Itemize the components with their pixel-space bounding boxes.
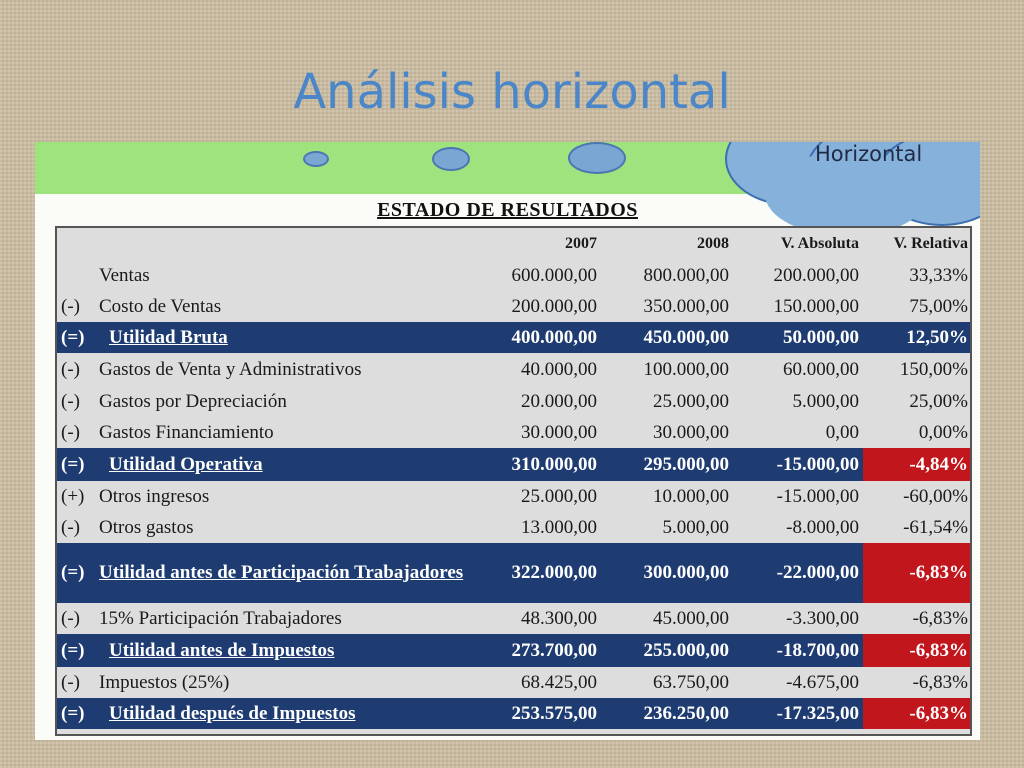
- value-2008: 300.000,00: [643, 562, 729, 583]
- value-absolute: 5.000,00: [792, 390, 859, 412]
- table-row: [57, 698, 970, 729]
- row-label: Otros gastos: [99, 516, 194, 538]
- row-symbol: (=): [61, 562, 85, 583]
- table-title: ESTADO DE RESULTADOS: [377, 199, 638, 221]
- value-2008: 45.000,00: [653, 607, 729, 629]
- table-row: [57, 260, 970, 291]
- row-label: Gastos Financiamiento: [99, 421, 274, 443]
- value-2008: 100.000,00: [643, 358, 729, 380]
- row-label: Utilidad antes de Impuestos: [109, 639, 335, 661]
- results-table: [55, 226, 972, 736]
- value-relative: 150,00%: [899, 358, 968, 380]
- value-relative: -6,83%: [863, 698, 970, 729]
- value-2007: 253.575,00: [511, 702, 597, 724]
- row-symbol: (=): [61, 702, 85, 724]
- value-relative: 33,33%: [909, 264, 968, 286]
- value-relative: -61,54%: [903, 516, 968, 538]
- value-2007: 13.000,00: [521, 516, 597, 538]
- row-symbol: (+): [61, 485, 85, 507]
- value-2007: 48.300,00: [521, 607, 597, 629]
- table-row: [57, 543, 970, 603]
- table-row: [57, 512, 970, 543]
- row-symbol: (=): [61, 453, 85, 475]
- row-label: Costo de Ventas: [99, 295, 222, 317]
- value-relative: -6,83%: [912, 671, 968, 693]
- value-absolute: -15.000,00: [776, 453, 859, 475]
- row-symbol: (=): [61, 639, 85, 661]
- value-relative: -60,00%: [903, 485, 968, 507]
- col-header-relative: V. Relativa: [893, 235, 968, 252]
- value-2008: 10.000,00: [653, 485, 729, 507]
- value-absolute: -8.000,00: [786, 516, 859, 538]
- value-relative: 25,00%: [909, 390, 968, 412]
- row-symbol: (-): [61, 295, 80, 317]
- value-relative: 12,50%: [906, 326, 968, 348]
- value-absolute: -3.300,00: [786, 607, 859, 629]
- value-absolute: -17.325,00: [776, 702, 859, 724]
- value-2007: 200.000,00: [511, 295, 597, 317]
- value-2008: 255.000,00: [643, 639, 729, 661]
- row-label: Gastos por Depreciación: [99, 390, 287, 412]
- value-relative: -6,83%: [863, 543, 970, 603]
- value-relative: 0,00%: [918, 421, 968, 443]
- bubble-small: [303, 151, 329, 167]
- row-symbol: (-): [61, 390, 80, 412]
- row-symbol: (-): [61, 607, 80, 629]
- value-2007: 273.700,00: [511, 639, 597, 661]
- row-symbol: [61, 260, 97, 291]
- value-2007: 600.000,00: [511, 264, 597, 286]
- value-2008: 800.000,00: [643, 264, 729, 286]
- row-label: Utilidad después de Impuestos: [109, 702, 356, 724]
- bubble-medium: [432, 147, 470, 171]
- col-header-2008: 2008: [697, 235, 729, 252]
- row-label: 15% Participación Trabajadores: [99, 607, 342, 629]
- value-absolute: -18.700,00: [776, 639, 859, 661]
- slide-title: Análisis horizontal: [293, 64, 731, 120]
- value-2008: 63.750,00: [653, 671, 729, 693]
- row-symbol: (-): [61, 358, 80, 380]
- value-2008: 350.000,00: [643, 295, 729, 317]
- table-row: [57, 417, 970, 448]
- table-header-row: [57, 230, 970, 258]
- value-relative: -6,83%: [912, 607, 968, 629]
- value-absolute: 150.000,00: [773, 295, 859, 317]
- value-2008: 5.000,00: [662, 516, 729, 538]
- value-2007: 322.000,00: [511, 562, 597, 583]
- table-row: [57, 353, 970, 386]
- table-row: [57, 667, 970, 698]
- value-2008: 450.000,00: [643, 326, 729, 348]
- table-row: [57, 603, 970, 634]
- value-relative: 75,00%: [909, 295, 968, 317]
- value-absolute: -22.000,00: [776, 562, 859, 583]
- row-label: Otros ingresos: [99, 485, 210, 507]
- row-symbol: (-): [61, 421, 80, 443]
- cloud-label: Horizontal: [815, 142, 923, 166]
- value-absolute: -15.000,00: [776, 485, 859, 507]
- table-row: [57, 322, 970, 353]
- value-2008: 295.000,00: [643, 453, 729, 475]
- value-absolute: 60.000,00: [783, 358, 859, 380]
- row-label: Utilidad Bruta: [109, 326, 228, 348]
- row-label: Utilidad antes de Participación Trabajadores: [99, 562, 464, 583]
- value-2007: 30.000,00: [521, 421, 597, 443]
- value-2008: 30.000,00: [653, 421, 729, 443]
- value-2007: 68.425,00: [521, 671, 597, 693]
- col-header-2007: 2007: [565, 235, 597, 252]
- table-row: [57, 386, 970, 417]
- value-2007: 400.000,00: [511, 326, 597, 348]
- value-2007: 310.000,00: [511, 453, 597, 475]
- income-statement-image: [35, 142, 980, 740]
- table-row: [57, 448, 970, 481]
- value-absolute: -4.675,00: [786, 671, 859, 693]
- value-absolute: 200.000,00: [773, 264, 859, 286]
- value-relative: -6,83%: [863, 634, 970, 667]
- value-2007: 20.000,00: [521, 390, 597, 412]
- row-symbol: (-): [61, 516, 80, 538]
- value-2007: 25.000,00: [521, 485, 597, 507]
- table-row: [57, 291, 970, 322]
- table-row: [57, 634, 970, 667]
- value-2008: 25.000,00: [653, 390, 729, 412]
- row-label: Impuestos (25%): [99, 671, 230, 693]
- table-row: [57, 481, 970, 512]
- row-symbol: (-): [61, 671, 80, 693]
- row-label: Utilidad Operativa: [109, 453, 263, 475]
- value-relative: -4,84%: [863, 448, 970, 481]
- value-2008: 236.250,00: [643, 702, 729, 724]
- value-absolute: 0,00: [825, 421, 859, 443]
- value-absolute: 50.000,00: [783, 326, 859, 348]
- row-label: Ventas: [99, 264, 150, 286]
- value-2007: 40.000,00: [521, 358, 597, 380]
- row-symbol: (=): [61, 326, 85, 348]
- row-label: Gastos de Venta y Administrativos: [99, 358, 362, 380]
- bubble-large: [568, 142, 626, 174]
- col-header-absolute: V. Absoluta: [781, 235, 859, 252]
